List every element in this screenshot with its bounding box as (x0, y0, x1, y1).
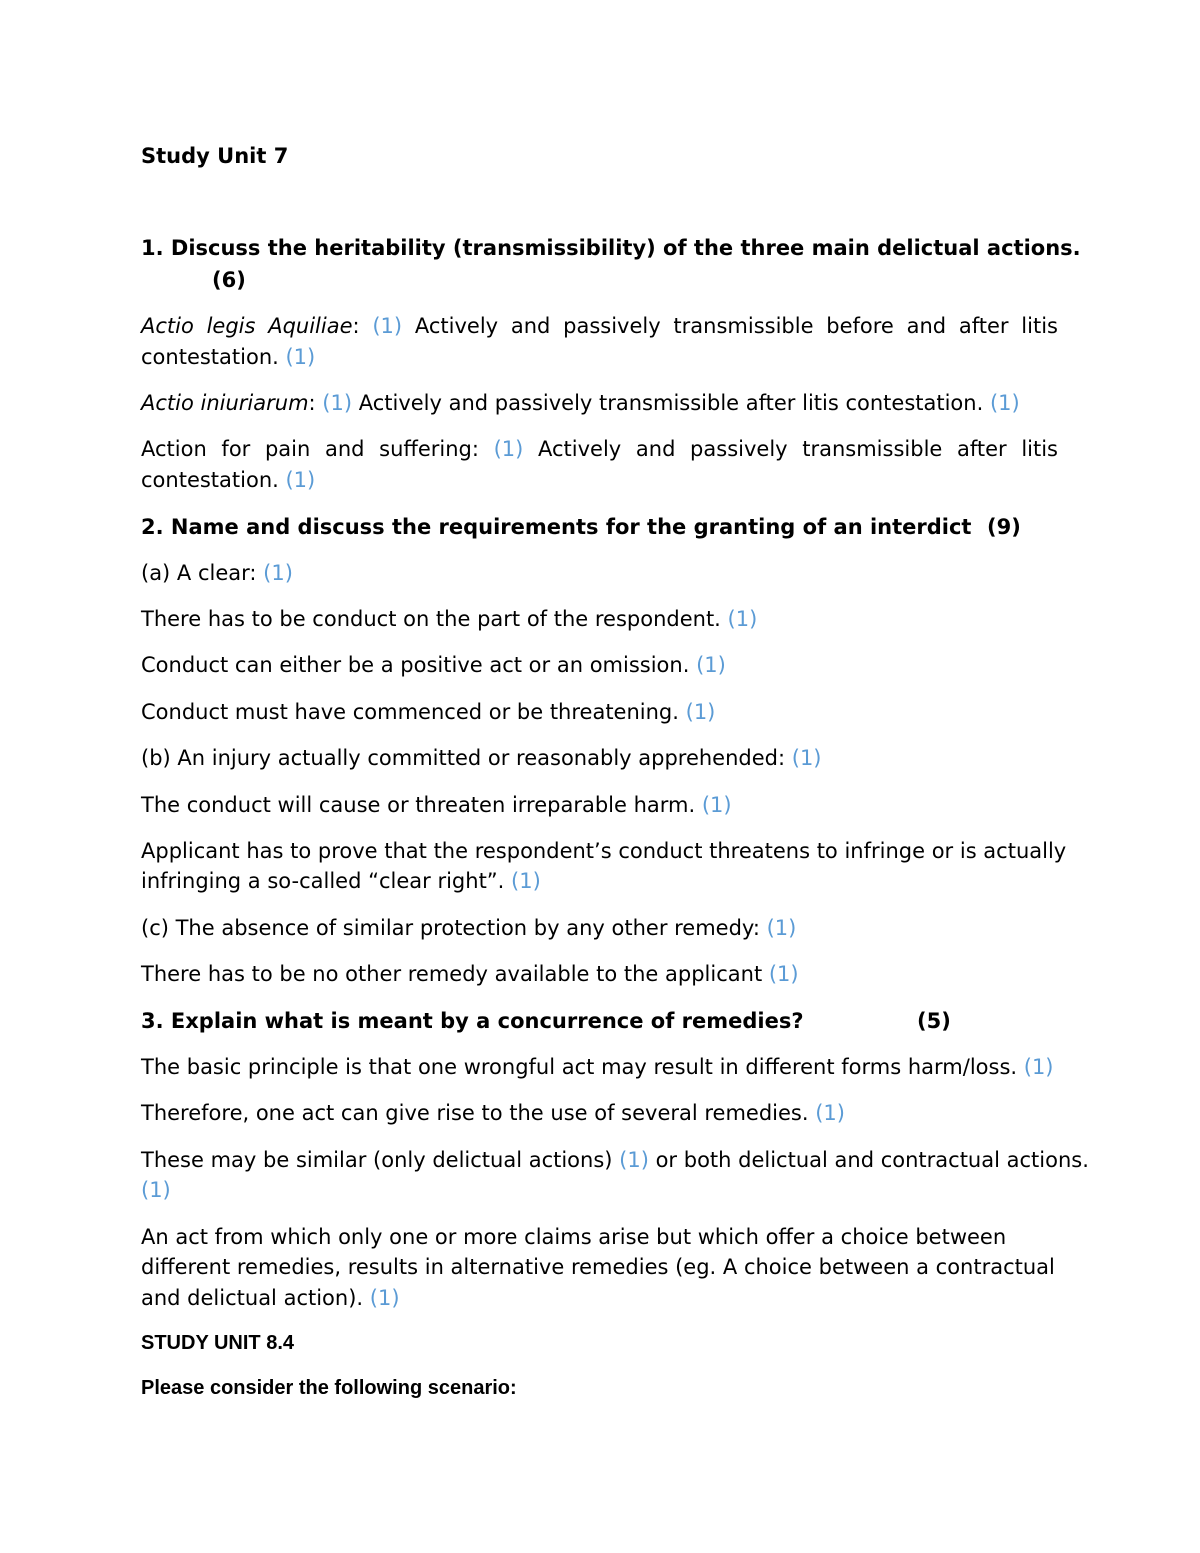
answer-text: (a) A clear: (141, 561, 264, 585)
q3-line (141, 1052, 1058, 1082)
q2-line (141, 790, 1058, 820)
mark-allocation: (1) (815, 1101, 845, 1125)
mark-allocation: (1) (141, 1178, 171, 1202)
mark-allocation: (1) (285, 468, 316, 492)
separator: : (308, 391, 323, 415)
mark-allocation: (1) (493, 437, 524, 461)
q2-line (141, 650, 1058, 680)
mark-allocation: (1) (1023, 1055, 1054, 1079)
question-2-heading: 2. Name and discuss the requirements for the granting of an interdict (141, 515, 972, 539)
mark-allocation: (1) (701, 793, 732, 817)
mark-allocation: (1) (263, 561, 293, 585)
question-1-marks: (6) (212, 268, 246, 292)
q2-line-cont (141, 866, 1058, 896)
answer-text: Conduct can either be a positive act or an omission. (141, 653, 697, 677)
mark-allocation: (1) (285, 345, 316, 369)
q3-line (141, 1098, 1058, 1128)
answer-text: (b) An injury actually committed or reasonably apprehended: (141, 746, 792, 770)
answer-text: Actively and passively transmissible after litis (523, 437, 1058, 461)
answer-text: These may be similar (only delictual actions) (141, 1148, 620, 1172)
q2-line: Applicant has to prove that the respondent’s conduct threatens to infringe or is actually (141, 839, 1067, 863)
question-3-marks: (5) (917, 1009, 951, 1033)
action-name: Actio legis Aquiliae (141, 314, 353, 338)
mark-allocation: (1) (511, 869, 541, 893)
answer-text: There has to be no other remedy available to the applicant (141, 962, 769, 986)
section-intro: Please consider the following scenario: (141, 1377, 517, 1399)
q2-line (141, 558, 1058, 588)
q3-line-cont (141, 1175, 1058, 1205)
answer-text: (c) The absence of similar protection by any other remedy: (141, 916, 767, 940)
answer-text: Therefore, one act can give rise to the use of several remedies. (141, 1101, 816, 1125)
q2-line (141, 697, 1058, 727)
q1-item-pain-suffering-cont (141, 465, 1058, 495)
q1-item-iniuriarum (141, 388, 1058, 418)
action-name: Action for pain and suffering: (141, 437, 494, 461)
answer-text: infringing a so-called “clear right”. (141, 869, 512, 893)
mark-allocation: (1) (791, 746, 822, 770)
mark-allocation: (1) (766, 916, 797, 940)
q3-line (141, 1145, 1089, 1175)
q2-line (141, 604, 1058, 634)
mark-allocation: (1) (369, 1286, 400, 1310)
q1-item-aquiliae (141, 311, 1058, 341)
q2-line (141, 743, 1058, 773)
answer-text: Actively and passively transmissible before and after litis (402, 314, 1058, 338)
action-name: Actio iniuriarum (141, 391, 309, 415)
mark-allocation: (1) (372, 314, 403, 338)
answer-text: Conduct must have commenced or be threatening. (141, 700, 686, 724)
q1-item-pain-suffering (141, 434, 1058, 464)
q1-item-aquiliae-cont (141, 342, 1058, 372)
page-title: Study Unit 7 (141, 144, 289, 168)
section-heading: STUDY UNIT 8.4 (141, 1332, 294, 1354)
mark-allocation: (1) (696, 653, 726, 677)
q2-line (141, 959, 1058, 989)
mark-allocation: (1) (727, 607, 758, 631)
answer-text: Actively and passively transmissible after litis contestation. (352, 391, 990, 415)
q2-line (141, 913, 1058, 943)
q3-line-cont: different remedies, results in alternative remedies (eg. A choice between a contractual (141, 1255, 1055, 1279)
answer-text: and delictual action). (141, 1286, 370, 1310)
mark-allocation: (1) (768, 962, 799, 986)
answer-text: The basic principle is that one wrongful act may result in different forms harm/loss. (141, 1055, 1024, 1079)
answer-text: contestation. (141, 345, 286, 369)
question-2-marks: (9) (987, 515, 1021, 539)
answer-text: or both delictual and contractual actions. (648, 1148, 1089, 1172)
mark-allocation: (1) (989, 391, 1020, 415)
answer-text: contestation. (141, 468, 286, 492)
answer-text: The conduct will cause or threaten irreparable harm. (141, 793, 702, 817)
answer-text: There has to be conduct on the part of the respondent. (141, 607, 728, 631)
q3-line-cont (141, 1283, 1058, 1313)
separator: : (352, 314, 373, 338)
mark-allocation: (1) (619, 1148, 649, 1172)
question-3-heading: 3. Explain what is meant by a concurrence of remedies? (141, 1009, 804, 1033)
q3-line: An act from which only one or more claims arise but which offer a choice between (141, 1225, 1007, 1249)
question-1-heading: 1. Discuss the heritability (transmissibility) of the three main delictual actions. (141, 236, 1081, 260)
mark-allocation: (1) (322, 391, 353, 415)
mark-allocation: (1) (685, 700, 716, 724)
